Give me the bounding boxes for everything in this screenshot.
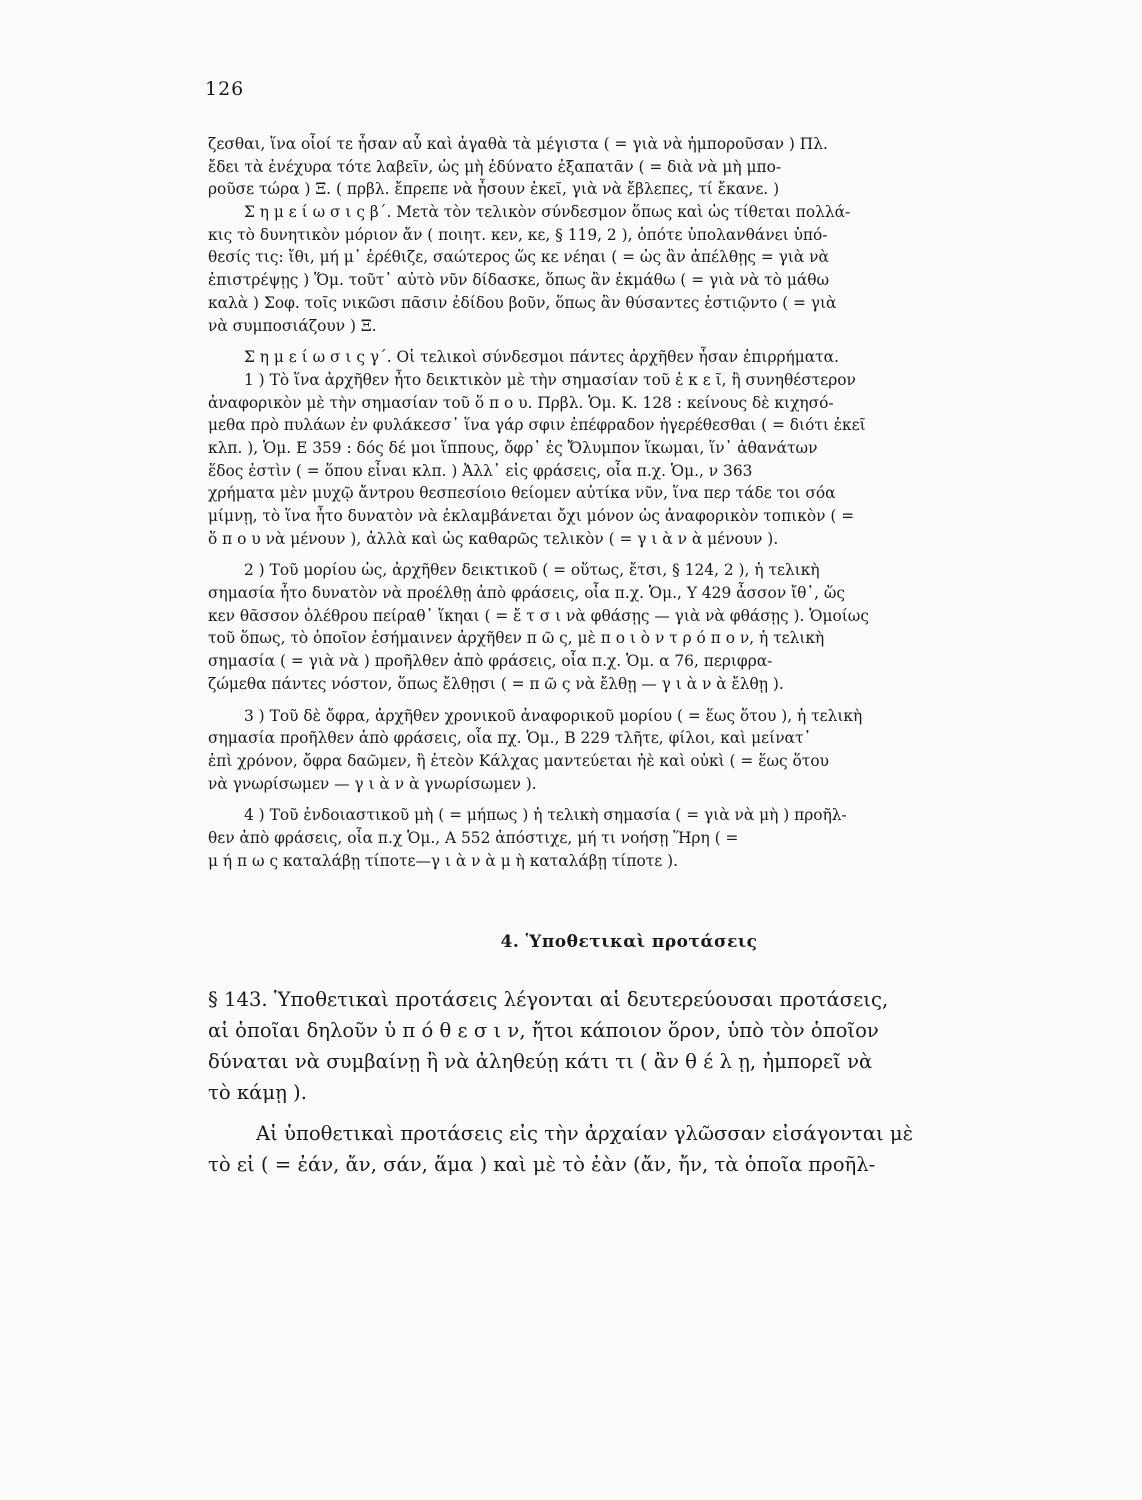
- text-line: θεσίς τις: ἴθι, μή μ᾽ ἐρέθιζε, σαώτερος ὥς κε νέηαι ( = ὡς ἂν ἀπέλθῃς = γιὰ νὰ: [208, 248, 829, 267]
- text-line: σημασία ( = γιὰ νὰ ) προῆλθεν ἀπὸ φράσεις, οἷα π.χ. Ὁμ. α 76, περιφρα-: [208, 652, 773, 671]
- text-line: μίμνῃ, τὸ ἵνα ἦτο δυνατὸν νὰ ἐκλαμβάνεται ὄχι μόνον ὡς ἀναφορικὸν τοπικὸν ( =: [208, 507, 855, 525]
- text-line: δύναται νὰ συμβαίνῃ ἢ νὰ ἀληθεύῃ κάτι τι ( ἂν θ έ λ ῃ, ἠμπορεῖ νὰ: [208, 1050, 873, 1074]
- text-line: Σ η μ ε ί ω σ ι ς γ΄. Οἱ τελικοὶ σύνδεσμοι πάντες ἀρχῆθεν ἦσαν ἐπιρρήματα.: [244, 348, 839, 367]
- body-paragraphs: [208, 133, 1050, 872]
- text-line: κλπ. ), Ὁμ. Ε 359 : δός δέ μοι ἵππους, ὄφρ᾽ ἐς Ὄλυμπον ἵκωμαι, ἵν᾽ ἀθανάτων: [208, 438, 818, 457]
- text-line: μ ή π ω ς καταλάβῃ τίποτε—γ ι ὰ ν ὰ μ ὴ καταλάβῃ τίποτε ).: [208, 851, 678, 870]
- text-line: θεν ἀπὸ φράσεις, οἷα π.χ Ὁμ., Α 552 ἀπόστιχε, μή τι νοήσῃ Ἥρη ( =: [208, 828, 739, 847]
- paragraph-gap: [208, 337, 1050, 346]
- text-line: ἀναφορικὸν μὲ τὴν σημασίαν τοῦ ὅ π ο υ. Πρβλ. Ὁμ. Κ. 128 : κείνους δὲ κιχησό-: [208, 393, 834, 412]
- text-line: τὸ κάμῃ ).: [208, 1081, 307, 1105]
- text-line: καλὰ ) Σοφ. τοῖς νικῶσι πᾶσιν ἐδίδου βοῦν, ὅπως ἂν θύσαντες ἑστιῷντο ( = γιὰ: [208, 293, 837, 312]
- text-line: ζώμεθα πάντες νόστον, ὅπως ἔλθῃσι ( = π ῶ ς νὰ ἔλθῃ — γ ι ὰ ν ὰ ἔλθῃ ).: [208, 674, 784, 693]
- text-line: ζεσθαι, ἵνα οἷοί τε ἦσαν αὖ καὶ ἀγαθὰ τὰ μέγιστα ( = γιὰ νὰ ἠμποροῦσαν ) Πλ.: [208, 135, 828, 153]
- text-line: 2 ) Τοῦ μορίου ὡς, ἀρχῆθεν δεικτικοῦ ( = οὕτως, ἔτσι, § 124, 2 ), ἡ τελικὴ: [244, 561, 820, 580]
- text-line: νὰ γνωρίσωμεν — γ ι ὰ ν ὰ γνωρίσωμεν ).: [208, 774, 537, 793]
- text-line: σημασία ἦτο δυνατὸν νὰ προέλθῃ ἀπὸ φράσεις, οἷα π.χ. Ὁμ., Υ 429 ἆσσον ἴθ᾽, ὥς: [208, 584, 846, 603]
- paragraph-gap: [208, 696, 1050, 705]
- text-line: τὸ εἰ ( = ἐάν, ἄν, σάν, ἅμα ) καὶ μὲ τὸ ἐὰν (ἄν, ἤν, τὰ ὁποῖα προῆλ-: [208, 1153, 876, 1177]
- text-line: Αἱ ὑποθετικαὶ προτάσεις εἰς τὴν ἀρχαίαν γλῶσσαν εἰσάγονται μὲ: [256, 1122, 914, 1146]
- text-line: ἐπιστρέψῃς ) Ὅμ. τοῦτ᾽ αὐτὸ νῦν δίδασκε, ὅπως ἂν ἐκμάθω ( = γιὰ νὰ τὸ μάθω: [208, 271, 830, 290]
- text-line: ἔδει τὰ ἐνέχυρα τότε λαβεῖν, ὡς μὴ ἐδύνατο ἐξαπατᾶν ( = διὰ νὰ μὴ μπο-: [208, 157, 782, 176]
- text-line: νὰ συμποσιάζουν ) Ξ.: [208, 316, 377, 335]
- section-paragraphs: [208, 984, 1050, 1180]
- page-body: [208, 133, 1050, 1180]
- page-number: 126: [205, 78, 245, 100]
- text-line: 4 ) Τοῦ ἐνδοιαστικοῦ μὴ ( = μήπως ) ἡ τελικὴ σημασία ( = γιὰ νὰ μὴ ) προῆλ-: [244, 806, 847, 825]
- text-line: ροῦσε τώρα ) Ξ. ( πρβλ. ἔπρεπε νὰ ἦσουν ἐκεῖ, γιὰ νὰ ἔβλεπες, τί ἔκανε. ): [208, 180, 780, 199]
- text-line: κεν θᾶσσον ὀλέθρου πείραθ᾽ ἵκηαι ( = ἔ τ σ ι νὰ φθάσῃς — γιὰ νὰ φθάσῃς ). Ὁμοίως: [208, 606, 869, 625]
- text-line: αἱ ὁποῖαι δηλοῦν ὑ π ό θ ε σ ι ν, ἤτοι κάποιον ὅρον, ὑπὸ τὸν ὁποῖον: [208, 1019, 879, 1043]
- text-line: § 143. Ὑποθετικαὶ προτάσεις λέγονται αἱ δευτερεύουσαι προτάσεις,: [208, 988, 889, 1012]
- text-line: ἐπὶ χρόνον, ὄφρα δαῶμεν, ἢ ἐτεὸν Κάλχας μαντεύεται ἠὲ καὶ οὐκὶ ( = ἕως ὅτου: [208, 751, 829, 770]
- text-line: κις τὸ δυνητικὸν μόριον ἄν ( ποιητ. κεν, κε, § 119, 2 ), ὁπότε ὑπολανθάνει ὑπό-: [208, 225, 828, 244]
- text-line: Σ η μ ε ί ω σ ι ς β΄. Μετὰ τὸν τελικὸν σύνδεσμον ὅπως καὶ ὡς τίθεται πολλά-: [244, 203, 851, 222]
- text-line: χρήματα μὲν μυχῷ ἄντρου θεσπεσίοιο θείομεν αὐτίκα νῦν, ἵνα περ τάδε τοι σόα: [208, 484, 836, 503]
- paragraph-gap: [208, 550, 1050, 559]
- paragraph-gap: [208, 1108, 1050, 1118]
- text-line: σημασία προῆλθεν ἀπὸ φράσεις, οἷα πχ. Ὁμ., Β 229 τλῆτε, φίλοι, καὶ μείνατ᾽: [208, 729, 812, 748]
- text-line: 1 ) Τὸ ἵνα ἀρχῆθεν ἦτο δεικτικὸν μὲ τὴν σημασίαν τοῦ ἐ κ ε ῖ, ἢ συνηθέστερον: [244, 370, 856, 389]
- text-line: μεθα πρὸ πυλάων ἐν φυλάκεσσ᾽ ἵνα γάρ σφιν ἐπέφραδον ἠγερέθεσθαι ( = διότι ἐκεῖ: [208, 416, 866, 435]
- text-line: 3 ) Τοῦ δὲ ὄφρα, ἀρχῆθεν χρονικοῦ ἀναφορικοῦ μορίου ( = ἕως ὅτου ), ἡ τελικὴ: [244, 706, 863, 725]
- section-heading: 4. Ὑποθετικαὶ προτάσεις: [500, 932, 758, 953]
- text-line: τοῦ ὅπως, τὸ ὁποῖον ἐσήμαινεν ἀρχῆθεν π ῶ ς, μὲ π ο ι ὸ ν τ ρ ό π ο ν, ἡ τελικὴ: [208, 629, 825, 648]
- text-line: ἕδος ἐστὶν ( = ὅπου εἶναι κλπ. ) Ἀλλ᾽ εἰς φράσεις, οἷα π.χ. Ὁμ., ν 363: [208, 461, 753, 480]
- text-line: ὅ π ο υ νὰ μένουν ), ἀλλὰ καὶ ὡς καθαρῶς τελικὸν ( = γ ι ὰ ν ὰ μένουν ).: [208, 529, 779, 548]
- paragraph-gap: [208, 795, 1050, 804]
